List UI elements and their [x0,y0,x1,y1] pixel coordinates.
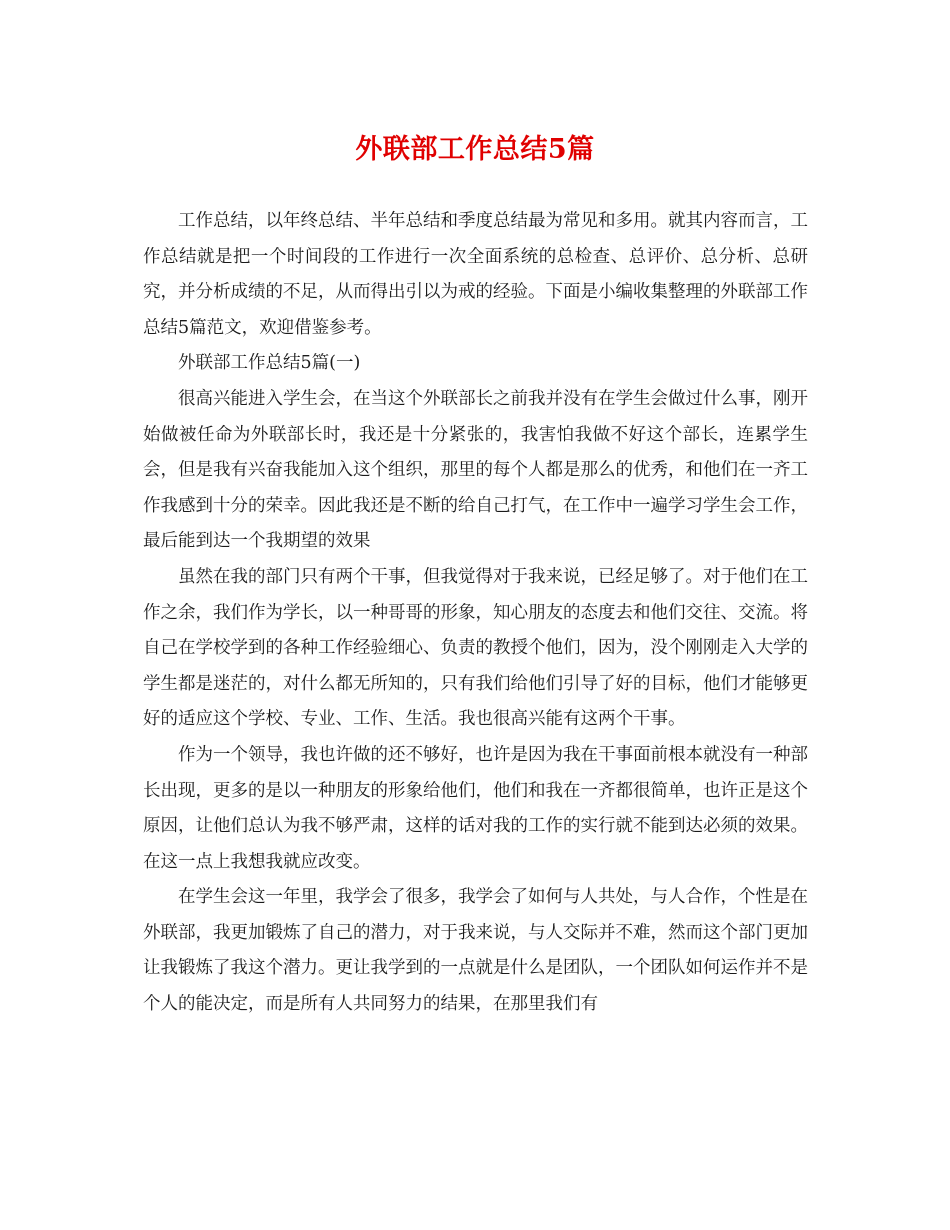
body-paragraph: 在学生会这一年里，我学会了很多，我学会了如何与人共处，与人合作，个性是在外联部，我更加锻炼了自己的潜力，对于我来说，与人交际并不难，然而这个部门更加让我锻炼了我这个潜力。更让我学到的一点就是什么是团队，一个团队如何运作并不是个人的能决定，而是所有人共同努力的结果，在那里我们有 [143,887,808,1015]
document-title: 外联部工作总结5篇 [355,134,595,165]
intro-paragraph: 工作总结，以年终总结、半年总结和季度总结最为常见和多用。就其内容而言，工作总结就是把一个时间段的工作进行一次全面系统的总检查、总评价、总分析、总研究，并分析成绩的不足，从而得出引以为戒的经验。下面是小编收集整理的外联部工作总结5篇范文，欢迎借鉴参考。 [143,211,808,338]
document-body [143,204,808,1023]
body-paragraph: 虽然在我的部门只有两个干事，但我觉得对于我来说，已经足够了。对于他们在工作之余，我们作为学长，以一种哥哥的形象，知心朋友的态度去和他们交往、交流。将自己在学校学到的各种工作经验细心、负责的教授个他们，因为，没个刚刚走入大学的学生都是迷茫的，对什么都无所知的，只有我们给他们引导了好的目标，他们才能够更好的适应这个学校、专业、工作、生活。我也很高兴能有这两个干事。 [143,566,808,730]
section-heading: 外联部工作总结5篇(一) [178,353,361,374]
body-paragraph: 很高兴能进入学生会，在当这个外联部长之前我并没有在学生会做过什么事，刚开始做被任命为外联部长时，我还是十分紧张的，我害怕我做不好这个部长，连累学生会，但是我有兴奋我能加入这个组织，那里的每个人都是那么的优秀，和他们在一齐工作我感到十分的荣幸。因此我还是不断的给自己打气，在工作中一遍学习学生会工作，最后能到达一个我期望的效果 [143,388,808,552]
body-paragraph: 作为一个领导，我也许做的还不够好，也许是因为我在干事面前根本就没有一种部长出现，更多的是以一种朋友的形象给他们，他们和我在一齐都很简单，也许正是这个原因，让他们总认为我不够严肃，这样的话对我的工作的实行就不能到达必须的效果。在这一点上我想我就应改变。 [143,744,808,872]
